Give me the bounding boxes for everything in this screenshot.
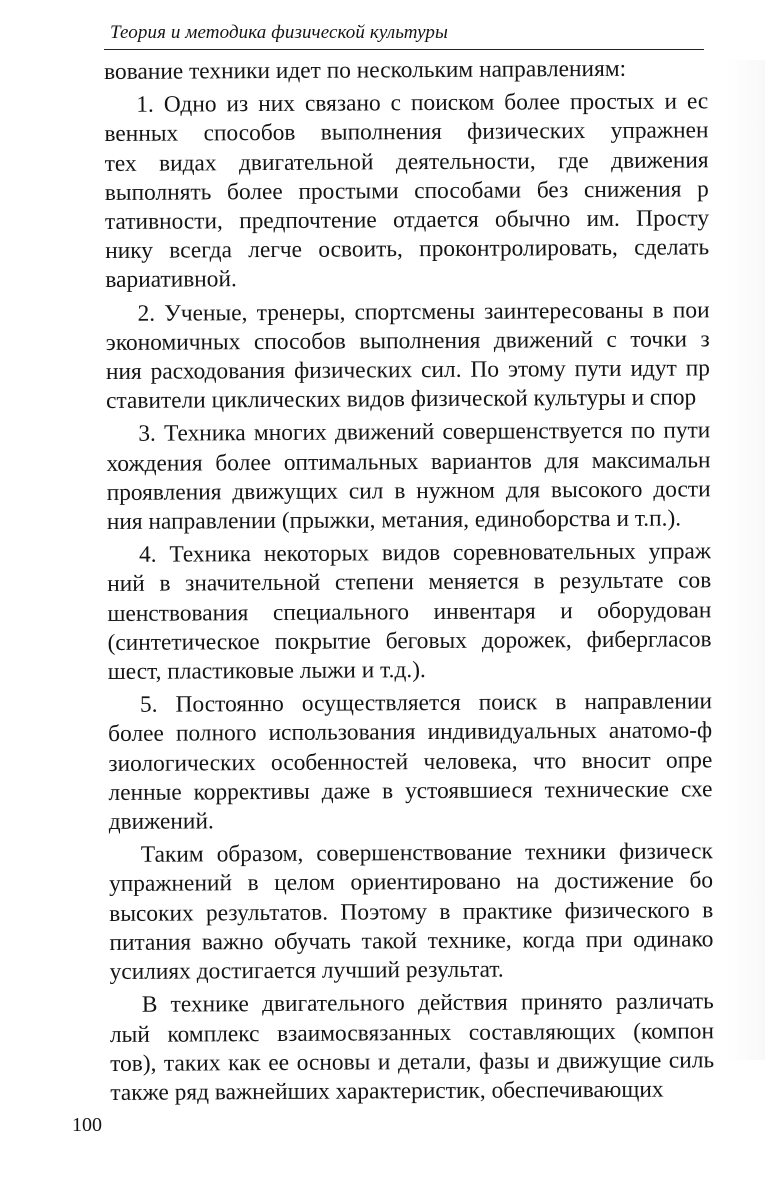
running-title: Теория и методика физической культуры <box>110 22 448 43</box>
text-line: нику всегда легче освоить, проконтролировать, сделать <box>105 234 710 265</box>
text-line: (синтетическое покрытие беговых дорожек, фибергласов <box>107 626 712 656</box>
text-line: экономичных способов выполнения движений с точки з <box>105 326 710 356</box>
text-line: ния направлении (прыжки, метания, единоборства и т.п.). <box>106 505 682 536</box>
text-line: ний в значительной степени меняется в результате сов <box>107 567 712 598</box>
text-line: вование техники идет по нескольким направлениям: <box>104 55 627 85</box>
text-line: 4. Техника некоторых видов соревновательных упраж <box>138 538 712 569</box>
paragraph <box>108 688 713 838</box>
paragraph <box>104 88 709 296</box>
paragraph <box>109 838 714 988</box>
body-text <box>104 54 714 1108</box>
text-line: 1. Одно из них связано с поиском более простых и ес <box>136 88 709 119</box>
text-line: проявления движущих сил в нужном для высокого дости <box>106 476 711 506</box>
text-line: 2. Ученые, тренеры, спортсмены заинтересованы в пои <box>137 296 710 327</box>
paragraph <box>107 538 712 688</box>
text-line: тех видах двигательной деятельности, где движения <box>104 146 709 177</box>
text-line: Таким образом, совершенствование техники физическ <box>140 838 713 869</box>
text-line: ставители циклических видов физической культуры и спор <box>106 384 697 415</box>
page-number: 100 <box>72 1114 102 1136</box>
text-line: лый комплекс взаимосвязанных составляющих (компон <box>109 1017 715 1048</box>
text-line: ния расходования физических сил. По этому пути идут пр <box>105 355 710 386</box>
text-line: 5. Постоянно осуществляется поиск в направлении <box>139 688 713 719</box>
text-line: вариативной. <box>105 266 237 294</box>
text-line: высоких результатов. Поэтому в практике физического в <box>109 896 714 927</box>
text-line: движений. <box>108 808 214 836</box>
text-line: шест, пластиковые лыжи и т.д.). <box>107 657 426 686</box>
text-line: также ряд важнейших характеристик, обеспечивающих <box>110 1076 664 1106</box>
text-line: тативности, предпочтение отдается обычно им. Просту <box>104 205 710 236</box>
text-line: выполнять более простыми способами без снижения р <box>104 176 709 206</box>
text-line: усилиях достигается лучший результат. <box>109 956 504 986</box>
scan-shadow <box>725 60 765 1060</box>
text-line: 3. Техника многих движений совершенствуется по пути <box>138 417 711 448</box>
paragraph <box>105 296 710 416</box>
header-rule <box>104 49 704 50</box>
text-line: шенствования специального инвентаря и оборудован <box>107 596 712 627</box>
text-line: более полного использования индивидуальных анатомо-ф <box>108 717 713 748</box>
paragraph <box>106 417 711 537</box>
text-line: зиологических особенностей человека, что вносит опре <box>108 746 713 777</box>
paragraph <box>104 54 708 87</box>
text-line: питания важно обучать такой технике, когда при одинако <box>109 926 714 956</box>
paragraph <box>110 988 715 1108</box>
text-line: В технике двигательного действия принято различать <box>141 988 714 1019</box>
text-line: венных способов выполнения физических упражнен <box>104 117 709 148</box>
text-line: упражнений в целом ориентировано на достижение бо <box>108 867 714 898</box>
text-line: хождения более оптимальных вариантов для максимальн <box>106 446 711 477</box>
text-line: ленные коррективы даже в устоявшиеся технические схе <box>108 776 713 806</box>
text-line: тов), таких как ее основы и детали, фазы и движущие силь <box>110 1046 715 1077</box>
